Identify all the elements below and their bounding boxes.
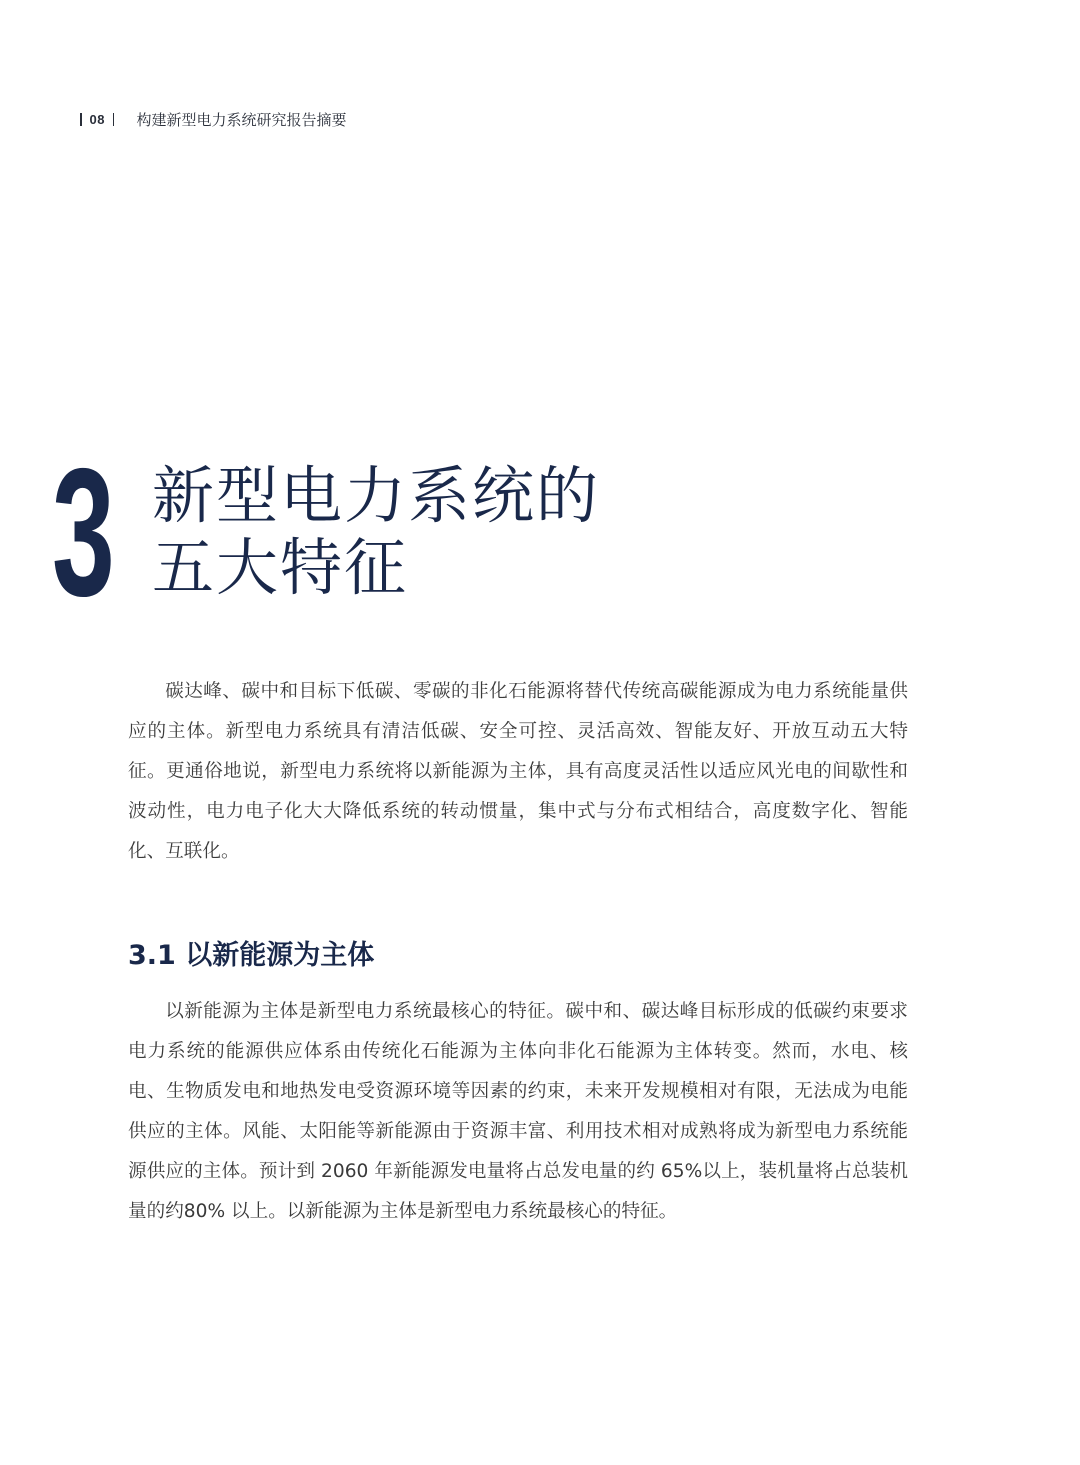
page-header xyxy=(80,108,346,130)
intro-paragraph: 碳达峰、碳中和目标下低碳、零碳的非化石能源将替代传统高碳能源成为电力系统能量供应的主体。新型电力系统具有清洁低碳、安全可控、灵活高效、智能友好、开放互动五大特征。更通俗地说，新型电力系统将以新能源为主体，具有高度灵活性以适应风光电的间歇性和波动性，电力电子化大大降低系统的转动惯量，集中式与分布式相结合，高度数字化、智能化、互联化。 xyxy=(128,681,908,862)
header-divider-left xyxy=(80,113,82,126)
page-number: 08 xyxy=(89,111,105,127)
section-paragraph: 以新能源为主体是新型电力系统最核心的特征。碳中和、碳达峰目标形成的低碳约束要求电力系统的能源供应体系由传统化石能源为主体向非化石能源为主体转变。然而，水电、核电、生物质发电和地热发电受资源环境等因素的约束，未来开发规模相对有限，无法成为电能供应的主体。风能、太阳能等新能源由于资源丰富、利用技术相对成熟将成为新型电力系统能源供应的主体。预计到 2060 年新能源发电量将占总发电量的约 65%以上，装机量将占总装机量的约80% 以上。以新能源为主体是新型电力系统最核心的特征。 xyxy=(128,1001,908,1222)
section-heading: 3.1 以新能源为主体 xyxy=(128,940,375,971)
document-title: 构建新型电力系统研究报告摘要 xyxy=(136,110,347,129)
header-divider-right xyxy=(113,113,115,126)
chapter-title-line-1: 新型电力系统的 xyxy=(152,459,601,532)
chapter-title xyxy=(152,460,600,604)
chapter-title-line-2: 五大特征 xyxy=(152,531,409,604)
chapter-number: 3 xyxy=(52,430,115,634)
